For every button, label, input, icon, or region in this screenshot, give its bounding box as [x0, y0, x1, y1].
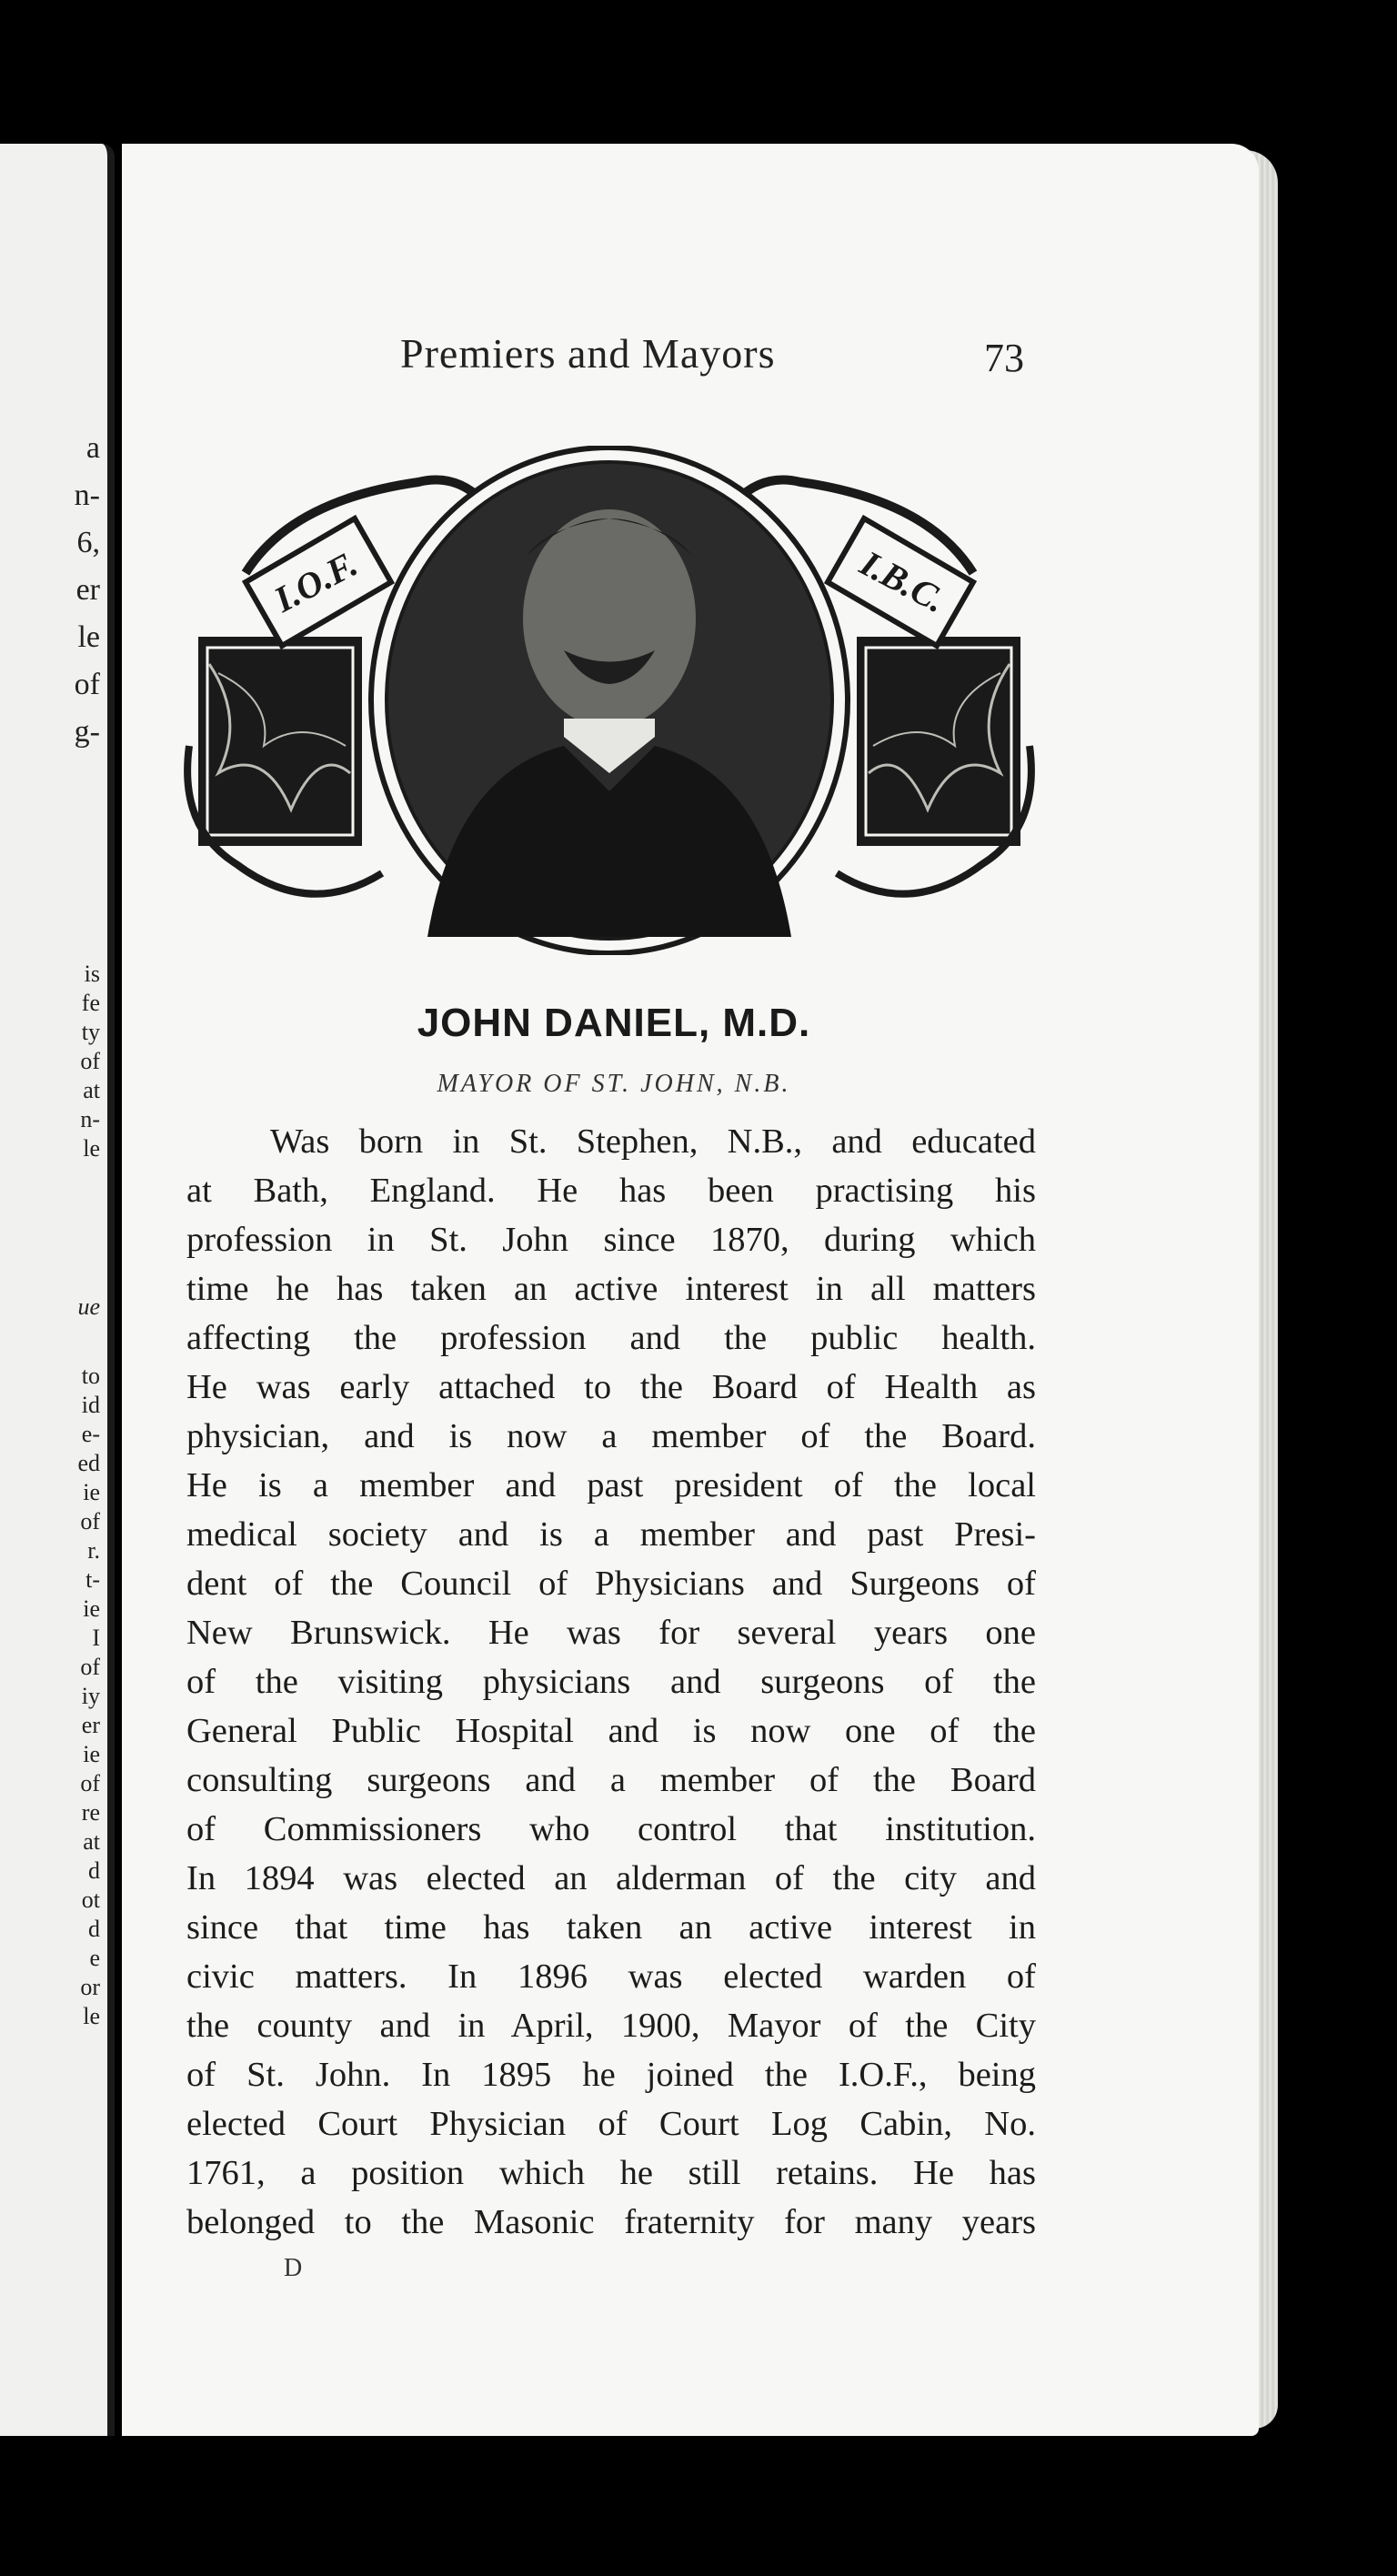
biography-text — [186, 1117, 1036, 2247]
left-page-fragment: at — [83, 1077, 100, 1103]
text-line: He is a member and past president of the local — [186, 1466, 1036, 1504]
left-page-fragment: er — [75, 573, 100, 607]
text-line: In 1894 was elected an alderman of the city and — [186, 1859, 1036, 1897]
left-page-fragment: re — [81, 1799, 100, 1826]
left-page-fragment: le — [77, 620, 100, 654]
text-line: time he has taken an active interest in all matters — [186, 1270, 1036, 1308]
text-line: He was early attached to the Board of Health as — [186, 1368, 1036, 1406]
left-page-fragment: id — [81, 1392, 100, 1418]
left-page-fragment: ie — [83, 1479, 100, 1505]
text-line: belonged to the Masonic fraternity for many years — [186, 2203, 1036, 2241]
left-page-fragment: ty — [81, 1019, 100, 1045]
left-page-fragment: t- — [85, 1566, 100, 1593]
left-page-fragment: 6, — [76, 526, 100, 559]
left-page-fragment: n- — [80, 1106, 100, 1132]
text-line: medical society and is a member and past Presi- — [186, 1515, 1036, 1554]
left-page-fragment: g- — [74, 715, 100, 749]
left-page-fragment: of — [80, 1508, 100, 1535]
text-line: elected Court Physician of Court Log Cabin, No. — [186, 2105, 1036, 2143]
text-line: Was born in St. Stephen, N.B., and educated — [270, 1122, 1036, 1161]
left-page-fragment: iy — [81, 1683, 100, 1709]
page-number: 73 — [984, 336, 1024, 380]
left-page-fragment: n- — [74, 478, 100, 512]
left-page-fragment: d — [88, 1916, 100, 1942]
left-page-fragment: of — [74, 668, 100, 701]
left-page-fragment: of — [80, 1770, 100, 1796]
person-name: JOHN DANIEL, M.D. — [417, 1001, 811, 1045]
left-page-fragment: a — [85, 431, 100, 465]
text-line: civic matters. In 1896 was elected warden of — [186, 1957, 1036, 1996]
left-page-fragment: at — [83, 1828, 100, 1855]
left-page-fragment: fe — [81, 990, 100, 1016]
portrait-emblem-graphic — [182, 446, 1037, 955]
left-page-fragment: to — [81, 1363, 100, 1389]
text-line: affecting the profession and the public health. — [186, 1319, 1036, 1357]
text-line: dent of the Council of Physicians and Surgeons of — [186, 1565, 1036, 1603]
left-page-fragment: of — [80, 1654, 100, 1680]
text-line: General Public Hospital and is now one of the — [186, 1712, 1036, 1750]
left-page-fragment: of — [80, 1048, 100, 1074]
left-page-fragment: ue — [77, 1293, 100, 1320]
text-line: New Brunswick. He was for several years one — [186, 1614, 1036, 1652]
text-line: 1761, a position which he still retains. He has — [186, 2154, 1036, 2192]
left-page-fragment: ot — [81, 1887, 100, 1913]
left-page-fragment: is — [84, 961, 100, 987]
text-line: since that time has taken an active interest in — [186, 1908, 1036, 1947]
left-page-fragment: I — [92, 1625, 100, 1651]
text-line: profession in St. John since 1870, during which — [186, 1221, 1036, 1259]
text-line: the county and in April, 1900, Mayor of the City — [186, 2007, 1036, 2045]
text-line: physician, and is now a member of the Board. — [186, 1417, 1036, 1455]
left-page-fragment: le — [83, 1135, 100, 1162]
signature-mark: D — [284, 2254, 303, 2282]
left-page-fragment: e — [89, 1945, 100, 1971]
text-line: of Commissioners who control that institution. — [186, 1810, 1036, 1848]
emblem-left-text: I.O.F. — [267, 542, 364, 620]
left-page-fragment: e- — [81, 1421, 100, 1447]
left-page-fragment: ed — [77, 1450, 100, 1476]
left-page-fragment: er — [81, 1712, 100, 1738]
running-head: Premiers and Mayors — [400, 330, 776, 377]
text-line: consulting surgeons and a member of the Board — [186, 1761, 1036, 1799]
text-line: of St. John. In 1895 he joined the I.O.F., being — [186, 2056, 1036, 2094]
left-page-fragment: ie — [83, 1595, 100, 1622]
left-page-edge — [0, 144, 115, 2436]
text-line: of the visiting physicians and surgeons of the — [186, 1663, 1036, 1701]
person-title: MAYOR OF ST. JOHN, N.B. — [437, 1070, 791, 1098]
left-page-fragment: or — [80, 1974, 100, 2000]
left-page-fragment: ie — [83, 1741, 100, 1767]
portrait-emblem — [182, 446, 1037, 955]
left-page-fragment: d — [88, 1857, 100, 1884]
emblem-right-text: I.B.C. — [853, 542, 953, 621]
text-line: at Bath, England. He has been practising his — [186, 1172, 1036, 1210]
left-page-fragment: r. — [87, 1537, 100, 1564]
left-page-fragment: le — [83, 2003, 100, 2029]
